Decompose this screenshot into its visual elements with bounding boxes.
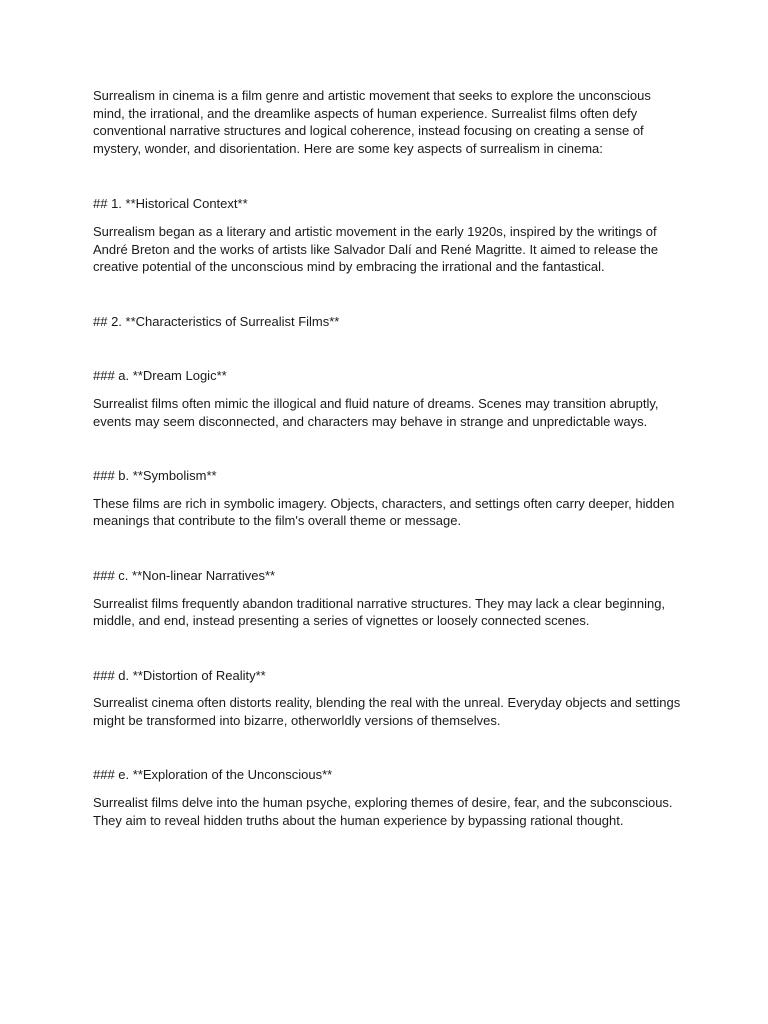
section-heading-historical-context: ## 1. **Historical Context** [93,196,248,212]
subsection-body-dream-logic: Surrealist films often mimic the illogical and fluid nature of dreams. Scenes may transition abruptly, events may seem disconnected, and characters may behave in strange and unpredictable ways. [93,395,659,429]
document-page [93,87,685,866]
section-heading-characteristics: ## 2. **Characteristics of Surrealist Films** [93,313,340,329]
subsection-body-distortion-of-reality: Surrealist cinema often distorts reality, blending the real with the unreal. Everyday objects and settings might be transformed into bizarre, otherworldly versions of themselves. [93,695,681,728]
intro-paragraph: Surrealism in cinema is a film genre and artistic movement that seeks to explore the unconscious mind, the irrational, and the dreamlike aspects of human experience. Surrealist films often defy conventional narrative structures and logical coherence, instead focusing on creating a sense of mystery, wonder, and disorientation. Here are some key aspects of surrealism in cinema: [93,88,651,156]
subsection-body-exploration-of-unconscious: Surrealist films delve into the human psyche, exploring themes of desire, fear, and the subconscious. They aim to reveal hidden truths about the human experience by bypassing rational thought. [93,795,673,828]
subsection-heading-dream-logic: ### a. **Dream Logic** [93,368,227,384]
subsection-body-non-linear-narratives: Surrealist films frequently abandon traditional narrative structures. They may lack a clear beginning, middle, and end, instead presenting a series of vignettes or loosely connected scenes. [93,595,666,629]
section-body-historical-context: Surrealism began as a literary and artistic movement in the early 1920s, inspired by the writings of André Breton and the works of artists like Salvador Dalí and René Magritte. It aimed to release the creative potential of the unconscious mind by embracing the irrational and the fantastical. [93,223,659,275]
subsection-heading-exploration-of-unconscious: ### e. **Exploration of the Unconscious** [93,767,333,783]
subsection-heading-symbolism: ### b. **Symbolism** [93,468,217,484]
subsection-body-symbolism: These films are rich in symbolic imagery. Objects, characters, and settings often carry deeper, hidden meanings that contribute to the film's overall theme or message. [93,495,675,529]
subsection-heading-non-linear-narratives: ### c. **Non-linear Narratives** [93,567,276,583]
subsection-heading-distortion-of-reality: ### d. **Distortion of Reality** [93,667,266,683]
